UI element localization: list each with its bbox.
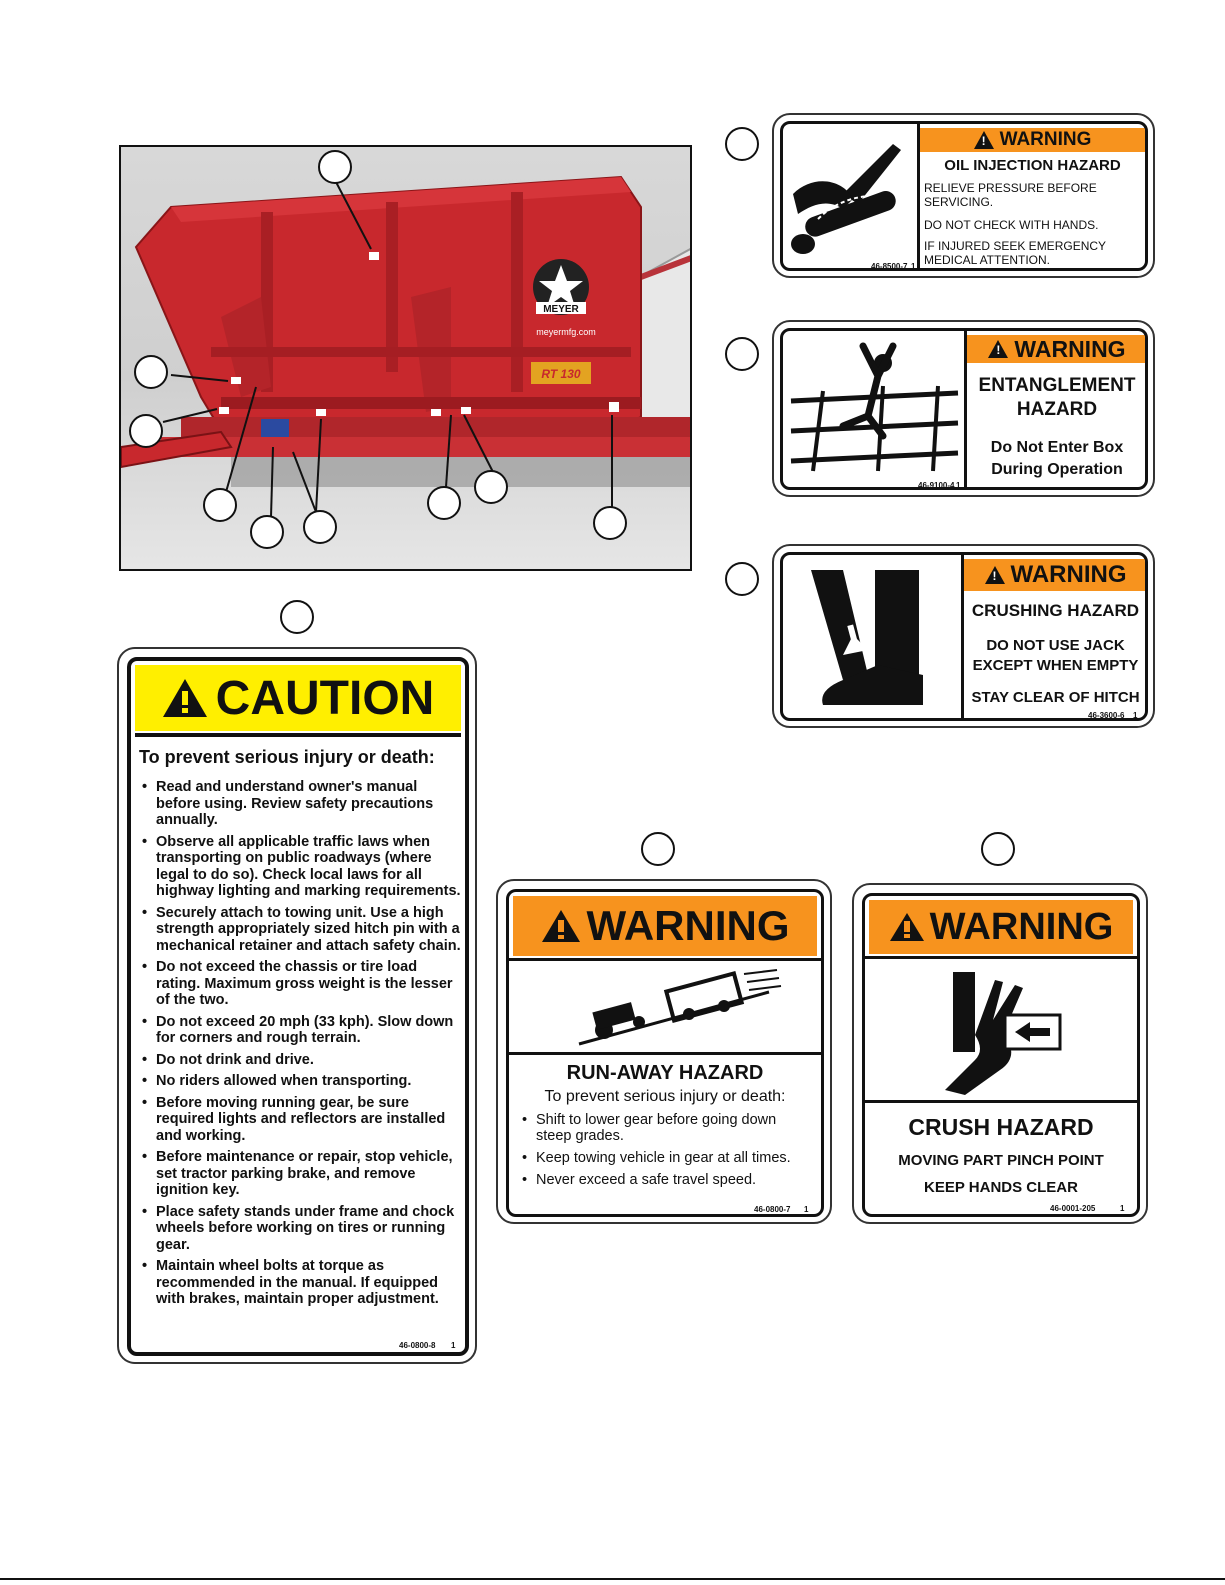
oil-rev: 1 [911, 262, 916, 271]
oil-header-text: WARNING [999, 129, 1092, 150]
page-bottom-rule [0, 1578, 1225, 1580]
entanglement-icon [783, 331, 963, 490]
list-item: • Never exceed a safe travel speed. [519, 1172, 814, 1188]
model-text: RT 130 [541, 367, 581, 381]
caution-part-number: 46-0800-8 [399, 1341, 436, 1350]
list-item: • Do not exceed 20 mph (33 kph). Slow down for corners and rough terrain. [139, 1014, 461, 1047]
oil-line-3: IF INJURED SEEK EMERGENCY MEDICAL ATTENTION. [924, 239, 1106, 267]
entangle-header-text: WARNING [1014, 335, 1126, 362]
runaway-rev: 1 [804, 1205, 809, 1214]
crushing-line-2: EXCEPT WHEN EMPTY [972, 657, 1139, 674]
entangle-part-number: 46-9100-4 [918, 481, 955, 490]
crush-rev: 1 [1120, 1204, 1125, 1213]
oil-title: OIL INJECTION HAZARD [944, 157, 1121, 174]
runaway-header-text: WARNING [586, 902, 790, 949]
decal-caution [117, 647, 477, 1364]
decal-entanglement [772, 320, 1155, 497]
runaway-part-number: 46-0800-7 [754, 1205, 791, 1214]
callout-caution [280, 600, 314, 634]
warning-triangle-icon [988, 340, 1008, 358]
entangle-rev: 1 [956, 481, 961, 490]
callout-top [318, 150, 352, 184]
crush-header-text: WARNING [929, 905, 1114, 948]
entangle-line-1: Do Not Enter Box [990, 439, 1124, 456]
callout-crushing [725, 562, 759, 596]
oil-header [920, 128, 1145, 152]
list-item: • Observe all applicable traffic laws when transporting on public roadways (where legal to do so). Check local laws for all highway lighting and marking requirements. [139, 834, 461, 900]
list-item: • Maintain wheel bolts at torque as recommended in the manual. If equipped with brakes, maintain proper adjustment. [139, 1258, 461, 1308]
caution-rev: 1 [451, 1341, 456, 1350]
caution-triangle-icon [162, 677, 208, 719]
runaway-title: RUN-AWAY HAZARD [566, 1062, 764, 1084]
decal-crushing [772, 544, 1155, 728]
list-item: • Before moving running gear, be sure required lights and reflectors are installed and working. [139, 1095, 461, 1145]
callout-bottom-6 [593, 506, 627, 540]
decal-oil-injection [772, 113, 1155, 278]
jack-crushing-icon [783, 555, 961, 721]
entangle-title-1: ENTANGLEMENT [978, 375, 1136, 396]
hand-injection-icon [783, 124, 918, 271]
caution-header [135, 665, 461, 731]
warning-triangle-icon [889, 911, 925, 943]
decal-runaway [496, 879, 832, 1224]
crushing-header-text: WARNING [1010, 561, 1127, 588]
website-text: meyermfg.com [536, 327, 596, 337]
crushing-line-1: DO NOT USE JACK [986, 637, 1125, 654]
runaway-header [513, 896, 817, 956]
crushing-title: CRUSHING HAZARD [971, 601, 1140, 620]
list-item: • Do not drink and drive. [139, 1052, 461, 1069]
list-item: • Before maintenance or repair, stop vehicle, set tractor parking brake, and remove ignition key. [139, 1149, 461, 1199]
list-item: • Keep towing vehicle in gear at all times. [519, 1150, 814, 1166]
crushing-header [964, 559, 1147, 591]
callout-bottom-3 [303, 510, 337, 544]
entangle-title-2: HAZARD [1016, 399, 1098, 420]
decal-crush [852, 883, 1148, 1224]
callout-left-lower [129, 414, 163, 448]
crushing-part-number: 46-3600-6 [1088, 711, 1125, 720]
warning-triangle-icon [985, 566, 1005, 584]
callout-left-upper [134, 355, 168, 389]
runaway-intro: To prevent serious injury or death: [544, 1088, 786, 1105]
entangle-line-2: During Operation [991, 461, 1123, 478]
list-item: • Securely attach to towing unit. Use a high strength appropriately sized hitch pin with a mechanical retainer and attach safety chain. [139, 905, 461, 955]
list-item: • Place safety stands under frame and chock wheels before working on tires or running gear. [139, 1204, 461, 1254]
runaway-tractor-icon [509, 962, 821, 1052]
callout-bottom-5 [474, 470, 508, 504]
callout-bottom-2 [250, 515, 284, 549]
caution-header-text: CAUTION [215, 671, 435, 725]
oil-line-2: DO NOT CHECK WITH HANDS. [924, 218, 1099, 232]
crush-title: CRUSH HAZARD [908, 1114, 1094, 1140]
list-item: • Read and understand owner's manual before using. Review safety precautions annually. [139, 779, 461, 829]
warning-triangle-icon [974, 131, 994, 149]
crush-header [869, 900, 1133, 954]
list-item: • No riders allowed when transporting. [139, 1073, 461, 1090]
entangle-header [967, 335, 1147, 363]
oil-line-1: RELIEVE PRESSURE BEFORE SERVICING. [924, 181, 1097, 209]
brand-text: MEYER [543, 304, 579, 315]
caution-list [139, 779, 461, 1308]
crush-line-2: KEEP HANDS CLEAR [924, 1179, 1078, 1196]
callout-bottom-4 [427, 486, 461, 520]
list-item: • Shift to lower gear before going down steep grades. [519, 1112, 814, 1144]
callout-entangle [725, 337, 759, 371]
callout-crush [981, 832, 1015, 866]
warning-triangle-icon [541, 908, 581, 944]
list-item: • Do not exceed the chassis or tire load rating. Maximum gross weight is the lesser of the two. [139, 959, 461, 1009]
crushing-rev: 1 [1133, 711, 1138, 720]
runaway-list [519, 1112, 814, 1188]
callout-bottom-1 [203, 488, 237, 522]
crushing-line-3: STAY CLEAR OF HITCH [971, 689, 1140, 706]
callout-oil [725, 127, 759, 161]
hand-pinch-icon [865, 960, 1137, 1100]
oil-part-number: 46-8500-7 [871, 262, 908, 271]
caution-intro: To prevent serious injury or death: [139, 747, 435, 767]
callout-runaway [641, 832, 675, 866]
crush-line-1: MOVING PART PINCH POINT [898, 1152, 1104, 1169]
crush-part-number: 46-0001-205 [1050, 1204, 1096, 1213]
